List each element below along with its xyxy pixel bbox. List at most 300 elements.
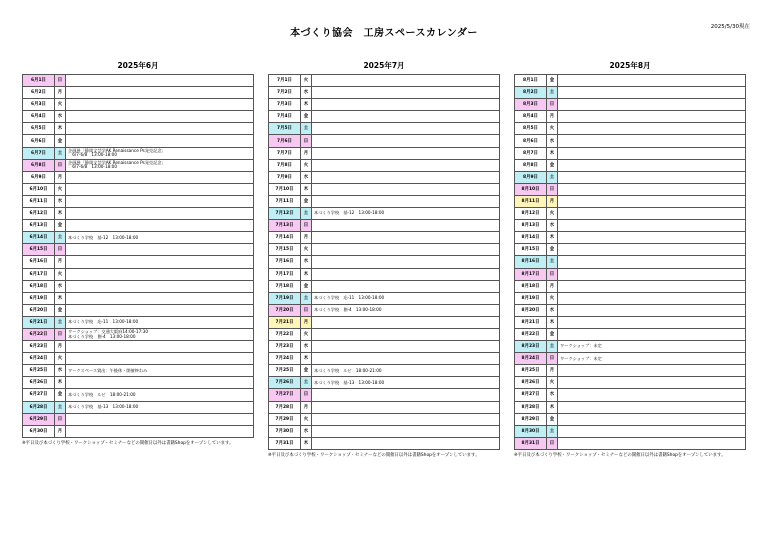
calendar-row [515,365,746,377]
calendar-row [269,159,500,171]
calendar-row [269,389,500,401]
date-cell: 7月16日 [269,256,301,268]
weekday-cell: 金 [55,304,66,316]
calendar-row [23,425,254,437]
calendar-row [23,232,254,244]
event-cell: ワークショップ：未定 [558,341,746,353]
date-cell: 7月18日 [269,280,301,292]
event-cell [312,341,500,353]
weekday-cell: 金 [547,413,558,425]
calendar-row [269,208,500,220]
calendar-row [515,135,746,147]
event-cell [66,256,254,268]
date-cell: 6月4日 [23,111,55,123]
calendar-row [515,425,746,437]
calendar-row [23,147,254,159]
date-cell: 6月21日 [23,316,55,328]
calendar-row [515,413,746,425]
weekday-cell: 月 [547,111,558,123]
calendar-note: ※平日及び本づくり学校・ワークショップ・セミナーなどの開催日以外は書籍Shopをオープンしています。 [268,452,480,458]
event-cell [66,353,254,365]
calendar-row [23,268,254,280]
calendar-row [515,232,746,244]
event-cell: 企画展「静岡文芸学AK Renaissance Ps発売記念」 ：6/7-6/8 13:00-18:00 [66,147,254,159]
date-cell: 6月23日 [23,341,55,353]
date-cell: 6月15日 [23,244,55,256]
date-cell: 7月23日 [269,341,301,353]
calendar-row [269,316,500,328]
date-cell: 6月24日 [23,353,55,365]
date-cell: 8月30日 [515,425,547,437]
event-cell [312,268,500,280]
date-cell: 7月1日 [269,75,301,87]
date-cell: 6月20日 [23,304,55,316]
weekday-cell: 日 [547,353,558,365]
date-cell: 7月20日 [269,304,301,316]
weekday-cell: 月 [55,425,66,437]
date-cell: 7月10日 [269,183,301,195]
event-cell [66,195,254,207]
calendar-row [515,401,746,413]
event-cell [312,99,500,111]
date-cell: 8月4日 [515,111,547,123]
weekday-cell: 火 [55,268,66,280]
calendar-row [515,377,746,389]
calendar-august [514,60,746,458]
event-cell: 企画展「静岡文芸学AK Renaissance Ps発売記念」 ：6/7-6/8 13:00-18:00 [66,159,254,171]
weekday-cell: 日 [301,304,312,316]
date-cell: 6月1日 [23,75,55,87]
event-cell [312,316,500,328]
weekday-cell: 日 [547,183,558,195]
date-cell: 6月25日 [23,365,55,377]
event-cell [312,389,500,401]
event-cell [66,244,254,256]
calendar-row [23,208,254,220]
weekday-cell: 木 [55,292,66,304]
date-cell: 7月6日 [269,135,301,147]
weekday-cell: 水 [301,171,312,183]
calendar-row [23,220,254,232]
weekday-cell: 水 [547,389,558,401]
weekday-cell: 土 [55,232,66,244]
event-cell [312,425,500,437]
event-cell [66,304,254,316]
calendar-row [515,159,746,171]
weekday-cell: 木 [547,401,558,413]
weekday-cell: 金 [301,280,312,292]
date-cell: 6月10日 [23,183,55,195]
weekday-cell: 月 [547,365,558,377]
event-cell [312,328,500,340]
weekday-cell: 木 [301,99,312,111]
weekday-cell: 日 [55,328,66,340]
date-cell: 8月18日 [515,280,547,292]
date-cell: 8月7日 [515,147,547,159]
weekday-cell: 水 [301,341,312,353]
calendar-row [515,328,746,340]
calendar-row [23,401,254,413]
event-cell [66,280,254,292]
event-cell [558,316,746,328]
calendar-july [268,60,500,458]
weekday-cell: 木 [301,183,312,195]
event-cell [66,135,254,147]
event-cell [66,123,254,135]
event-cell [312,413,500,425]
date-cell: 7月19日 [269,292,301,304]
event-cell [312,123,500,135]
event-cell: ワークショップ：未定 [558,353,746,365]
calendar-row [269,377,500,389]
calendar-row [515,389,746,401]
weekday-cell: 日 [301,220,312,232]
date-cell: 6月28日 [23,401,55,413]
event-cell: 本づくり学校 基-13 13:00-18:00 [312,377,500,389]
weekday-cell: 日 [547,99,558,111]
calendar-row [515,304,746,316]
calendar-row [23,413,254,425]
event-cell: 本づくり学校 基-12 13:00-18:00 [312,208,500,220]
date-cell: 7月9日 [269,171,301,183]
event-cell [312,75,500,87]
calendar-row [23,292,254,304]
calendar-row [269,135,500,147]
weekday-cell: 金 [301,111,312,123]
weekday-cell: 月 [55,171,66,183]
weekday-cell: 土 [55,147,66,159]
date-cell: 7月30日 [269,425,301,437]
date-cell: 8月5日 [515,123,547,135]
event-cell [312,401,500,413]
event-cell [66,413,254,425]
page-title: 本づくり協会 工房スペースカレンダー [290,28,478,39]
date-cell: 7月22日 [269,328,301,340]
weekday-cell: 火 [301,413,312,425]
calendar-row [515,99,746,111]
calendar-row [269,123,500,135]
weekday-cell: 月 [301,232,312,244]
weekday-cell: 金 [55,220,66,232]
date-cell: 6月26日 [23,377,55,389]
event-cell [558,232,746,244]
date-cell: 6月13日 [23,220,55,232]
calendar-row [269,341,500,353]
event-cell: 本づくり学校 応-11 13:00-18:00 [66,316,254,328]
calendar-row [269,75,500,87]
calendar-row [515,244,746,256]
weekday-cell: 木 [547,232,558,244]
event-cell [66,75,254,87]
calendar-row [23,195,254,207]
weekday-cell: 月 [55,341,66,353]
calendar-row [269,244,500,256]
calendar-row [269,328,500,340]
date-cell: 7月7日 [269,147,301,159]
event-cell [312,135,500,147]
calendar-row [269,292,500,304]
calendar-row [515,208,746,220]
date-cell: 8月22日 [515,328,547,340]
calendar-title: 2025年6月 [117,61,159,70]
calendar-row [23,159,254,171]
calendar-row [515,256,746,268]
weekday-cell: 月 [55,256,66,268]
calendar-row [23,353,254,365]
date-cell: 8月11日 [515,195,547,207]
calendar-row [515,341,746,353]
event-cell [558,256,746,268]
date-cell: 8月13日 [515,220,547,232]
weekday-cell: 日 [55,244,66,256]
event-cell [558,99,746,111]
calendar-row [269,220,500,232]
weekday-cell: 木 [55,208,66,220]
calendar-row [269,171,500,183]
calendar-row [23,244,254,256]
date-cell: 7月3日 [269,99,301,111]
date-cell: 7月24日 [269,353,301,365]
date-cell: 6月29日 [23,413,55,425]
event-cell [312,87,500,99]
event-cell [312,220,500,232]
event-cell [312,111,500,123]
weekday-cell: 土 [547,87,558,99]
event-cell [66,425,254,437]
event-cell [66,341,254,353]
date-cell: 8月21日 [515,316,547,328]
calendar-row [23,389,254,401]
event-cell [66,111,254,123]
weekday-cell: 水 [301,87,312,99]
event-cell [558,171,746,183]
weekday-cell: 火 [301,75,312,87]
event-cell [66,220,254,232]
weekday-cell: 日 [547,268,558,280]
weekday-cell: 土 [301,123,312,135]
event-cell [312,171,500,183]
weekday-cell: 月 [301,147,312,159]
calendar-row [515,268,746,280]
date-cell: 7月17日 [269,268,301,280]
calendar-row [269,87,500,99]
weekday-cell: 水 [55,111,66,123]
event-cell [558,280,746,292]
weekday-cell: 土 [301,292,312,304]
event-cell: 本づくり学校 応-11 13:00-18:00 [312,292,500,304]
date-cell: 6月11日 [23,195,55,207]
calendar-row [23,171,254,183]
calendar-row [515,183,746,195]
weekday-cell: 火 [55,353,66,365]
weekday-cell: 火 [55,183,66,195]
event-cell [312,232,500,244]
calendar-row [23,304,254,316]
weekday-cell: 金 [547,244,558,256]
weekday-cell: 日 [55,159,66,171]
event-cell [558,389,746,401]
weekday-cell: 金 [547,75,558,87]
calendar-row [23,377,254,389]
date-cell: 6月14日 [23,232,55,244]
weekday-cell: 月 [301,316,312,328]
calendar-row [515,171,746,183]
calendar-row [269,353,500,365]
calendar-row [23,365,254,377]
event-cell [66,183,254,195]
calendar-row [515,437,746,449]
weekday-cell: 土 [547,341,558,353]
weekday-cell: 木 [55,377,66,389]
weekday-cell: 水 [547,135,558,147]
date-cell: 8月16日 [515,256,547,268]
date-cell: 7月13日 [269,220,301,232]
event-cell [558,183,746,195]
calendar-row [23,256,254,268]
date-cell: 6月16日 [23,256,55,268]
date-cell: 8月25日 [515,365,547,377]
date-cell: 7月31日 [269,437,301,449]
event-cell [312,244,500,256]
event-cell [66,171,254,183]
date-cell: 8月17日 [515,268,547,280]
date-cell: 6月7日 [23,147,55,159]
calendar-note: ※平日及び本づくり学校・ワークショップ・セミナーなどの開催日以外は書籍Shopをオープンしています。 [22,440,234,446]
weekday-cell: 木 [301,268,312,280]
date-cell: 6月3日 [23,99,55,111]
calendar-row [515,292,746,304]
calendar-row [515,353,746,365]
calendar-row [515,111,746,123]
date-cell: 6月6日 [23,135,55,147]
calendar-row [515,87,746,99]
date-cell: 8月24日 [515,353,547,365]
event-cell [66,292,254,304]
event-cell [558,377,746,389]
event-cell [558,244,746,256]
event-cell [558,87,746,99]
date-cell: 7月2日 [269,87,301,99]
calendar-row [23,183,254,195]
event-cell [558,401,746,413]
calendar-row [269,183,500,195]
weekday-cell: 金 [301,365,312,377]
weekday-cell: 水 [301,425,312,437]
event-cell [558,220,746,232]
calendar-row [269,280,500,292]
date-cell: 7月27日 [269,389,301,401]
date-cell: 8月19日 [515,292,547,304]
event-cell [312,147,500,159]
date-cell: 8月10日 [515,183,547,195]
calendar-row [269,147,500,159]
weekday-cell: 水 [55,365,66,377]
event-cell [558,75,746,87]
calendar-june [22,60,254,446]
date-cell: 7月29日 [269,413,301,425]
weekday-cell: 木 [55,123,66,135]
date-cell: 8月20日 [515,304,547,316]
weekday-cell: 日 [301,135,312,147]
calendar-row [515,75,746,87]
event-cell [312,256,500,268]
weekday-cell: 土 [547,425,558,437]
weekday-cell: 火 [55,99,66,111]
weekday-cell: 火 [301,159,312,171]
event-cell [558,159,746,171]
event-cell [66,377,254,389]
event-cell [558,328,746,340]
calendar-title: 2025年7月 [363,61,405,70]
date-cell: 6月9日 [23,171,55,183]
weekday-cell: 火 [547,123,558,135]
weekday-cell: 火 [301,244,312,256]
date-cell: 8月6日 [515,135,547,147]
calendar-row [23,75,254,87]
event-cell [312,195,500,207]
weekday-cell: 木 [301,353,312,365]
event-cell [558,437,746,449]
calendar-table [22,74,254,438]
weekday-cell: 土 [55,316,66,328]
calendar-row [23,280,254,292]
calendar-row [515,123,746,135]
date-cell: 7月11日 [269,195,301,207]
calendar-row [23,328,254,340]
weekday-cell: 金 [301,195,312,207]
date-cell: 7月14日 [269,232,301,244]
weekday-cell: 土 [55,401,66,413]
event-cell [558,304,746,316]
event-cell: 本づくり学校 基-12 13:00-18:00 [66,232,254,244]
weekday-cell: 月 [547,280,558,292]
date-cell: 7月28日 [269,401,301,413]
date-cell: 8月23日 [515,341,547,353]
event-cell [312,353,500,365]
date-cell: 7月5日 [269,123,301,135]
date-cell: 7月15日 [269,244,301,256]
calendar-row [515,280,746,292]
calendar-row [269,195,500,207]
date-cell: 6月30日 [23,425,55,437]
calendar-row [269,99,500,111]
event-cell [558,268,746,280]
date-cell: 6月8日 [23,159,55,171]
event-cell: 本づくり学校 基-13 13:00-18:00 [66,401,254,413]
date-cell: 6月19日 [23,292,55,304]
weekday-cell: 土 [301,208,312,220]
weekday-cell: 月 [55,87,66,99]
date-cell: 6月22日 [23,328,55,340]
weekday-cell: 金 [55,135,66,147]
date-cell: 6月2日 [23,87,55,99]
weekday-cell: 水 [547,220,558,232]
calendar-row [23,87,254,99]
event-cell [312,437,500,449]
event-cell [66,99,254,111]
date-cell: 8月14日 [515,232,547,244]
calendar-note: ※平日及び本づくり学校・ワークショップ・セミナーなどの開催日以外は書籍Shopをオープンしています。 [514,452,726,458]
event-cell [66,268,254,280]
event-cell: 本づくり学校 創-4 13:00-18:00 [312,304,500,316]
calendar-row [269,401,500,413]
date-cell: 8月2日 [515,87,547,99]
weekday-cell: 水 [301,256,312,268]
event-cell [558,147,746,159]
date-cell: 7月8日 [269,159,301,171]
calendar-row [23,341,254,353]
weekday-cell: 木 [547,147,558,159]
